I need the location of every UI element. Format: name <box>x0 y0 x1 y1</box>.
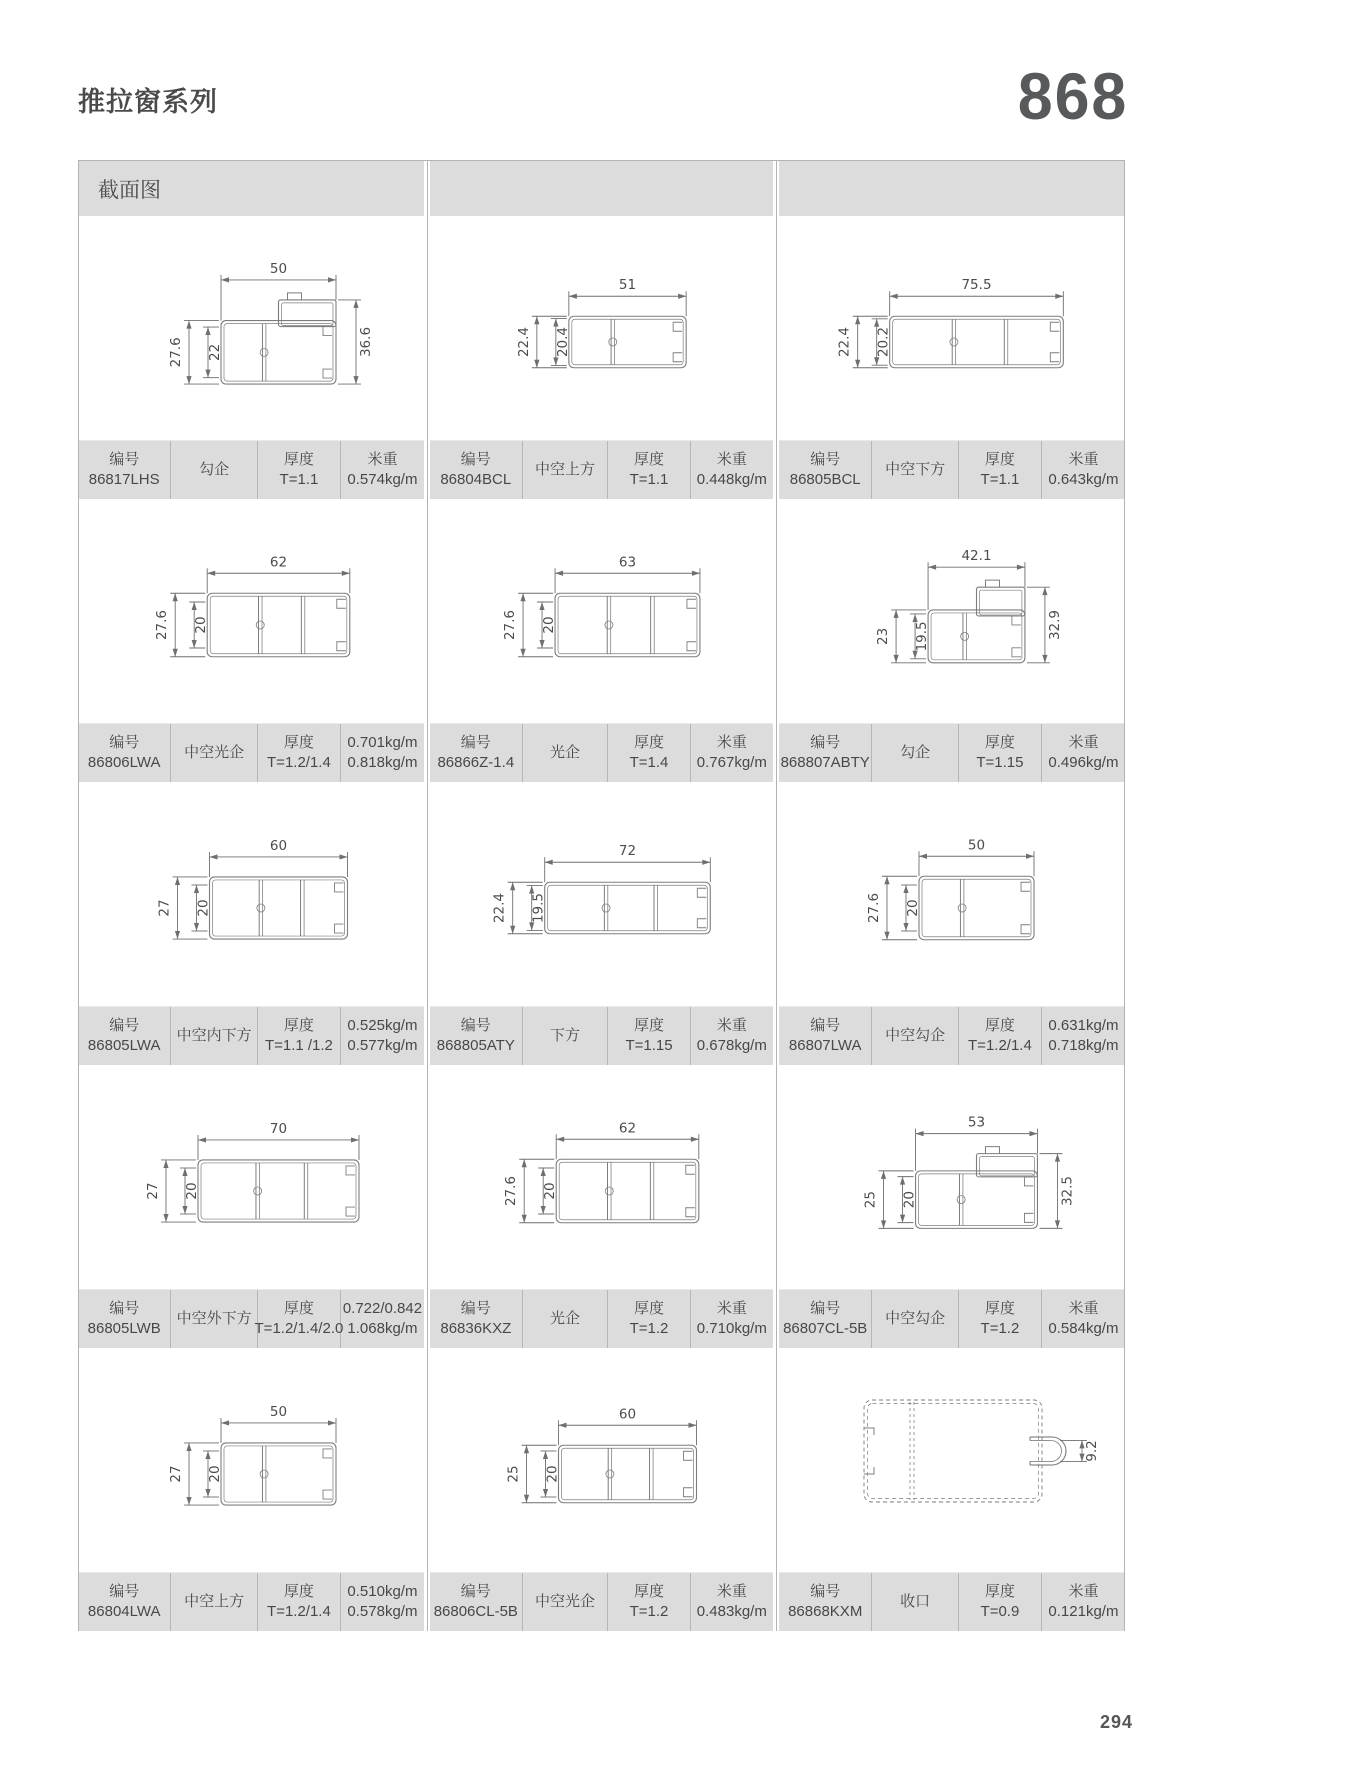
weight-line-1: 0.701kg/m <box>347 734 418 751</box>
thickness-label: 厚度 <box>283 1583 314 1600</box>
profile-name: 勾企 <box>900 744 931 761</box>
profile-cross-section-diagram <box>776 1065 1125 1289</box>
profile-weight-cell <box>1042 441 1125 499</box>
profile-weight-cell <box>1042 1573 1125 1631</box>
profile-cross-section-diagram <box>427 782 776 1006</box>
page-title: 推拉窗系列 <box>78 87 218 117</box>
profile-drawing <box>427 1348 776 1572</box>
profile-cross-section-diagram <box>776 216 1125 440</box>
code-label: 编号 <box>810 1017 841 1034</box>
profile-drawing <box>427 216 776 440</box>
code-label: 编号 <box>109 1017 140 1034</box>
svg-text:22.4: 22.4 <box>836 326 853 358</box>
profile-info-row <box>779 1006 1125 1065</box>
weight-line-1: 0.525kg/m <box>347 1017 418 1034</box>
profile-code: 86868KXM <box>788 1603 863 1620</box>
thickness-label: 厚度 <box>634 451 665 468</box>
code-label: 编号 <box>109 1583 140 1600</box>
code-label: 编号 <box>810 1583 841 1600</box>
svg-text:32.9: 32.9 <box>1046 609 1063 641</box>
profile-info-row <box>430 723 773 782</box>
profile-code-cell <box>78 1290 171 1348</box>
code-label: 编号 <box>109 734 140 751</box>
profile-cell <box>427 216 776 499</box>
svg-text:20: 20 <box>901 1191 918 1209</box>
svg-text:20.4: 20.4 <box>554 326 571 358</box>
svg-text:20: 20 <box>541 616 558 634</box>
profile-drawing <box>78 1348 427 1572</box>
profile-name: 中空下方 <box>885 461 946 478</box>
svg-text:23: 23 <box>875 627 892 645</box>
svg-text:27: 27 <box>145 1182 161 1200</box>
weight-line-2: 1.068kg/m <box>347 1320 418 1337</box>
profile-name: 中空外下方 <box>176 1310 252 1327</box>
profile-code-cell <box>430 1007 523 1065</box>
profile-weight-cell <box>341 1007 424 1065</box>
profile-code-cell <box>78 441 171 499</box>
profile-info-row <box>78 1289 424 1348</box>
weight-line-1: 0.631kg/m <box>1048 1017 1119 1034</box>
profile-name: 中空上方 <box>184 1593 245 1610</box>
profile-drawing <box>78 782 427 1006</box>
profile-cross-section-diagram <box>427 216 776 440</box>
thickness-value: T=1.1 <box>980 471 1020 488</box>
weight-line-2: 0.121kg/m <box>1048 1603 1119 1620</box>
code-label: 编号 <box>810 451 841 468</box>
weight-line-2: 0.710kg/m <box>696 1320 767 1337</box>
profile-cell <box>427 782 776 1065</box>
svg-text:27: 27 <box>168 1465 184 1483</box>
svg-text:50: 50 <box>269 1403 288 1420</box>
profile-cross-section-diagram <box>776 782 1125 1006</box>
profile-name: 中空内下方 <box>176 1027 252 1044</box>
profile-code: 86866Z-1.4 <box>437 754 515 771</box>
thickness-value: T=1.4 <box>629 754 669 771</box>
svg-text:22.4: 22.4 <box>515 326 532 358</box>
svg-text:9.2: 9.2 <box>1084 1440 1100 1462</box>
profile-code: 86817LHS <box>88 471 160 488</box>
thickness-label: 厚度 <box>634 1583 665 1600</box>
weight-line-1: 米重 <box>1068 1583 1099 1600</box>
profile-cross-section-diagram <box>78 1065 427 1289</box>
svg-text:20: 20 <box>207 1465 223 1483</box>
profile-name-cell <box>872 1007 959 1065</box>
svg-text:42.1: 42.1 <box>961 548 992 565</box>
profile-cross-section-diagram <box>78 1348 427 1572</box>
profile-info-row <box>78 1572 424 1631</box>
profile-name: 光企 <box>549 1310 580 1327</box>
thickness-value: T=1.2/1.4 <box>267 1603 331 1620</box>
profile-cross-section-diagram <box>427 1065 776 1289</box>
profile-info-row <box>78 1006 424 1065</box>
code-label: 编号 <box>460 1017 491 1034</box>
profile-name: 中空光企 <box>184 744 245 761</box>
svg-text:32.5: 32.5 <box>1059 1175 1076 1207</box>
thickness-value: T=1.2 <box>629 1603 669 1620</box>
profile-name-cell <box>523 441 609 499</box>
profile-code-cell <box>430 1290 523 1348</box>
header-band-segment <box>430 161 773 216</box>
profile-cell <box>427 1348 776 1631</box>
svg-text:70: 70 <box>269 1120 288 1137</box>
profile-code-cell <box>78 1573 171 1631</box>
profile-thickness-cell <box>959 1007 1042 1065</box>
weight-line-1: 0.510kg/m <box>347 1583 418 1600</box>
thickness-label: 厚度 <box>984 1300 1015 1317</box>
weight-line-1: 米重 <box>1068 1300 1099 1317</box>
profile-weight-cell <box>341 1290 424 1348</box>
profile-cell <box>776 1348 1125 1631</box>
weight-line-2: 0.574kg/m <box>347 471 418 488</box>
profile-code-cell <box>430 724 523 782</box>
section-header-label: 截面图 <box>98 178 161 202</box>
thickness-value: T=1.15 <box>976 754 1024 771</box>
profile-info-row <box>779 723 1125 782</box>
profile-code-cell <box>779 1290 872 1348</box>
weight-line-2: 0.448kg/m <box>696 471 767 488</box>
profile-thickness-cell <box>258 724 341 782</box>
svg-text:75.5: 75.5 <box>961 277 992 294</box>
profile-thickness-cell <box>608 441 690 499</box>
header-band-segment <box>779 161 1125 216</box>
weight-line-1: 米重 <box>367 451 398 468</box>
profile-drawing <box>776 1348 1125 1572</box>
profile-name-cell <box>872 724 959 782</box>
profile-thickness-cell <box>959 1573 1042 1631</box>
profile-cell <box>427 1065 776 1348</box>
profile-cell <box>776 216 1125 499</box>
code-label: 编号 <box>460 1583 491 1600</box>
thickness-value: T=1.15 <box>625 1037 673 1054</box>
thickness-label: 厚度 <box>283 1300 314 1317</box>
profile-name: 中空上方 <box>534 461 595 478</box>
thickness-label: 厚度 <box>634 734 665 751</box>
section-header-band <box>78 161 424 216</box>
profile-code-cell <box>78 724 171 782</box>
profile-code: 868807ABTY <box>780 754 870 771</box>
profile-weight-cell <box>1042 724 1125 782</box>
profile-thickness-cell <box>608 1007 690 1065</box>
profile-name-cell <box>872 441 959 499</box>
weight-line-1: 米重 <box>716 1017 747 1034</box>
profile-weight-cell <box>341 1573 424 1631</box>
svg-text:36.6: 36.6 <box>358 326 374 358</box>
svg-text:27.6: 27.6 <box>168 337 184 368</box>
profile-name-cell <box>523 1290 609 1348</box>
profile-name-cell <box>872 1290 959 1348</box>
profile-weight-cell <box>341 724 424 782</box>
profile-name-cell <box>171 1007 258 1065</box>
svg-text:27: 27 <box>156 899 173 917</box>
svg-text:20: 20 <box>905 899 921 917</box>
thickness-value: T=1.2 <box>980 1320 1020 1337</box>
profile-name: 收口 <box>900 1593 931 1610</box>
profile-name: 下方 <box>549 1027 580 1044</box>
weight-line-1: 米重 <box>716 451 747 468</box>
profile-drawing <box>776 1065 1125 1289</box>
weight-line-2: 0.718kg/m <box>1048 1037 1119 1054</box>
svg-text:20: 20 <box>544 1465 561 1483</box>
thickness-value: T=1.1 <box>629 471 669 488</box>
svg-text:50: 50 <box>269 260 288 277</box>
profile-thickness-cell <box>959 724 1042 782</box>
svg-text:27.6: 27.6 <box>503 1175 520 1207</box>
profile-thickness-cell <box>959 1290 1042 1348</box>
weight-line-1: 米重 <box>716 734 747 751</box>
thickness-value: T=1.2/1.4 <box>267 754 331 771</box>
profile-cell <box>78 499 427 782</box>
series-number: 868 <box>1017 59 1128 133</box>
profile-name-cell <box>523 1007 609 1065</box>
page-number: 294 <box>1100 1712 1134 1732</box>
profile-name-cell <box>171 441 258 499</box>
thickness-label: 厚度 <box>634 1017 665 1034</box>
profile-info-row <box>78 440 424 499</box>
svg-text:63: 63 <box>618 554 637 571</box>
svg-text:20: 20 <box>195 899 212 917</box>
profile-thickness-cell <box>258 441 341 499</box>
weight-line-2: 0.483kg/m <box>696 1603 767 1620</box>
thickness-label: 厚度 <box>984 451 1015 468</box>
profile-name-cell <box>171 724 258 782</box>
profile-thickness-cell <box>608 1573 690 1631</box>
profile-cell <box>776 782 1125 1065</box>
profile-drawing <box>427 782 776 1006</box>
svg-text:62: 62 <box>269 554 288 571</box>
svg-text:25: 25 <box>505 1465 522 1483</box>
profile-name-cell <box>523 724 609 782</box>
profile-code: 86804BCL <box>440 471 512 488</box>
profile-thickness-cell <box>258 1007 341 1065</box>
profile-weight-cell <box>691 1007 773 1065</box>
profile-name-cell <box>872 1573 959 1631</box>
profile-cell <box>776 1065 1125 1348</box>
profile-weight-cell <box>1042 1007 1125 1065</box>
profile-info-row <box>779 1572 1125 1631</box>
profile-name: 勾企 <box>199 461 230 478</box>
profile-cross-section-diagram <box>776 499 1125 723</box>
profile-name: 中空光企 <box>534 1593 595 1610</box>
thickness-value: T=1.2/1.4/2.0 <box>254 1320 344 1337</box>
profile-thickness-cell <box>254 1290 344 1348</box>
svg-text:22: 22 <box>207 343 223 361</box>
weight-line-2: 0.767kg/m <box>696 754 767 771</box>
svg-text:27.6: 27.6 <box>502 609 519 641</box>
profile-weight-cell <box>691 724 773 782</box>
thickness-label: 厚度 <box>283 734 314 751</box>
profile-cell <box>78 782 427 1065</box>
profile-code: 86805LWB <box>87 1320 161 1337</box>
profile-cross-section-diagram <box>78 499 427 723</box>
profile-drawing <box>776 499 1125 723</box>
profile-code: 86805LWA <box>87 1037 161 1054</box>
thickness-value: T=0.9 <box>980 1603 1020 1620</box>
thickness-label: 厚度 <box>634 1300 665 1317</box>
profile-cross-section-diagram <box>427 1348 776 1572</box>
profile-thickness-cell <box>608 1290 690 1348</box>
profile-weight-cell <box>691 441 773 499</box>
profile-info-row <box>430 1289 773 1348</box>
profile-code: 86804LWA <box>87 1603 161 1620</box>
profile-name: 光企 <box>549 744 580 761</box>
svg-text:20.2: 20.2 <box>875 326 892 358</box>
weight-line-2: 0.818kg/m <box>347 754 418 771</box>
code-label: 编号 <box>810 1300 841 1317</box>
profile-weight-cell <box>691 1573 773 1631</box>
profile-cell <box>427 499 776 782</box>
profile-code-cell <box>430 1573 523 1631</box>
profile-code: 86806LWA <box>87 754 161 771</box>
profile-cell <box>78 1065 427 1348</box>
profile-cell <box>776 499 1125 782</box>
profile-drawing <box>776 216 1125 440</box>
profile-drawing <box>78 216 427 440</box>
weight-line-2: 0.584kg/m <box>1048 1320 1119 1337</box>
thickness-value: T=1.1 /1.2 <box>264 1037 333 1054</box>
profile-info-row <box>430 1572 773 1631</box>
profile-code-cell <box>779 724 872 782</box>
profile-cell <box>78 216 427 499</box>
profile-name: 中空勾企 <box>885 1310 946 1327</box>
code-label: 编号 <box>109 1300 140 1317</box>
svg-text:19.5: 19.5 <box>914 621 931 652</box>
thickness-label: 厚度 <box>984 1017 1015 1034</box>
profile-code: 86836KXZ <box>440 1320 512 1337</box>
profile-weight-cell <box>341 441 424 499</box>
svg-text:51: 51 <box>618 277 637 294</box>
svg-text:20: 20 <box>542 1182 559 1200</box>
thickness-value: T=1.2 <box>629 1320 669 1337</box>
profile-table <box>78 160 1125 1631</box>
profile-code: 868805ATY <box>436 1037 515 1054</box>
profile-cross-section-diagram <box>78 782 427 1006</box>
svg-text:60: 60 <box>618 1406 637 1423</box>
profile-code: 86805BCL <box>789 471 861 488</box>
profile-weight-cell <box>691 1290 773 1348</box>
code-label: 编号 <box>460 1300 491 1317</box>
weight-line-1: 米重 <box>1068 451 1099 468</box>
thickness-label: 厚度 <box>283 1017 314 1034</box>
svg-text:62: 62 <box>618 1120 637 1137</box>
thickness-label: 厚度 <box>984 734 1015 751</box>
profile-code: 86807CL-5B <box>783 1320 868 1337</box>
code-label: 编号 <box>109 451 140 468</box>
profile-drawing <box>427 499 776 723</box>
profile-thickness-cell <box>959 441 1042 499</box>
profile-name-cell <box>171 1290 258 1348</box>
profile-cross-section-diagram <box>776 1348 1125 1572</box>
profile-thickness-cell <box>608 724 690 782</box>
svg-text:19.5: 19.5 <box>530 892 547 924</box>
profile-info-row <box>779 440 1125 499</box>
profile-code-cell <box>779 1573 872 1631</box>
weight-line-2: 0.678kg/m <box>696 1037 767 1054</box>
code-label: 编号 <box>460 451 491 468</box>
profile-info-row <box>430 440 773 499</box>
svg-text:50: 50 <box>967 837 986 854</box>
profile-code: 86807LWA <box>788 1037 862 1054</box>
svg-text:27.6: 27.6 <box>154 609 171 641</box>
weight-line-2: 0.578kg/m <box>347 1603 418 1620</box>
thickness-value: T=1.1 <box>279 471 319 488</box>
profile-info-row <box>430 1006 773 1065</box>
profile-code-cell <box>779 441 872 499</box>
svg-text:22.4: 22.4 <box>491 892 508 924</box>
profile-cross-section-diagram <box>78 216 427 440</box>
weight-line-2: 0.577kg/m <box>347 1037 418 1054</box>
weight-line-2: 0.643kg/m <box>1048 471 1119 488</box>
svg-text:20: 20 <box>184 1182 200 1200</box>
weight-line-1: 米重 <box>716 1300 747 1317</box>
profile-code: 86806CL-5B <box>433 1603 518 1620</box>
profile-cross-section-diagram <box>427 499 776 723</box>
weight-line-2: 0.496kg/m <box>1048 754 1119 771</box>
code-label: 编号 <box>460 734 491 751</box>
profile-info-row <box>78 723 424 782</box>
profile-weight-cell <box>1042 1290 1125 1348</box>
profile-cell <box>78 1348 427 1631</box>
thickness-label: 厚度 <box>984 1583 1015 1600</box>
svg-text:53: 53 <box>967 1114 986 1131</box>
profile-drawing <box>78 1065 427 1289</box>
profile-code-cell <box>430 441 523 499</box>
weight-line-1: 米重 <box>716 1583 747 1600</box>
svg-text:20: 20 <box>193 616 210 634</box>
code-label: 编号 <box>810 734 841 751</box>
profile-code-cell <box>78 1007 171 1065</box>
thickness-value: T=1.2/1.4 <box>968 1037 1032 1054</box>
profile-drawing <box>427 1065 776 1289</box>
profile-thickness-cell <box>258 1573 341 1631</box>
weight-line-1: 米重 <box>1068 734 1099 751</box>
profile-info-row <box>779 1289 1125 1348</box>
profile-code-cell <box>779 1007 872 1065</box>
svg-text:27.6: 27.6 <box>866 892 882 924</box>
profile-name-cell <box>171 1573 258 1631</box>
profile-name-cell <box>523 1573 609 1631</box>
profile-drawing <box>78 499 427 723</box>
svg-text:25: 25 <box>862 1191 879 1209</box>
profile-drawing <box>776 782 1125 1006</box>
svg-text:60: 60 <box>269 837 288 854</box>
thickness-label: 厚度 <box>283 451 314 468</box>
svg-text:72: 72 <box>618 843 637 860</box>
profile-name: 中空勾企 <box>885 1027 946 1044</box>
weight-line-1: 0.722/0.842 <box>342 1300 423 1317</box>
